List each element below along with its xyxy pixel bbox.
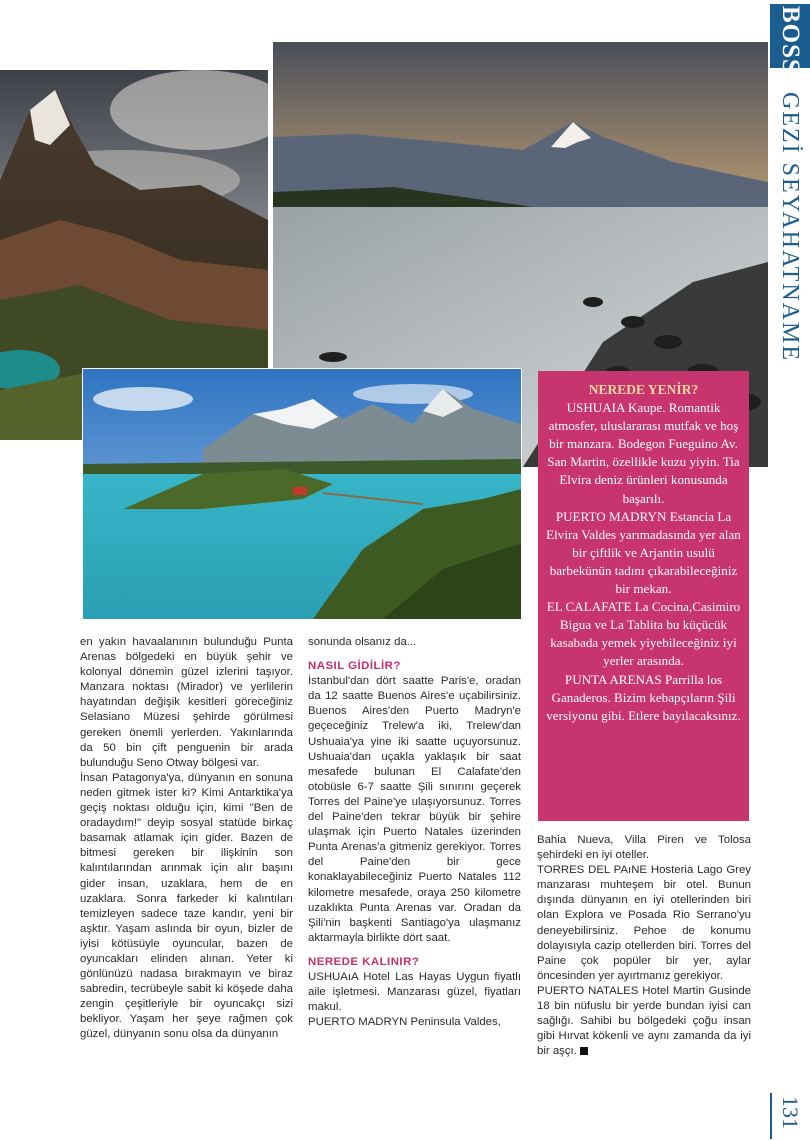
- section-title: GEZİ SEYAHATNAME: [777, 92, 803, 362]
- how-to-get-text: İstanbul'dan dört saatte Paris'e, oradan da 12 saatte Buenos Aires'e uçabilirsiniz. Buenos Aires'den Puerto Madryn'e geçeceğiniz Trelew'a iki, Trelew'dan Ushuaia'ya yine iki saatte uçuyorsunuz. Ushuaia'dan uçakla yaklaşık bir saat mesafede bulunan El Calafate'den otobüsle 6-7 saatte Şili sınırını geçerek Torres del Paine'ye ulaşıyorsunuz. Torres del Paine'den tekrar büyük bir şehire ulaşmak için Puerto Natales üzerinden Punta Arenas'a gitmeniz gerekiyor. Torres del Paine'den bir gece konaklayabileceğiniz Puerto Natales 112 kilometre mesafede, oraya 250 kilometre uzaklıkta Punta Arenas var. Oradan da Şili'nin başkenti Santiago'ya ulaşmanız aktarmayla birlikte dört saat.: [308, 675, 521, 944]
- article-paragraph: [537, 984, 751, 1059]
- turquoise-lake-peninsula-photo: [82, 368, 522, 620]
- article-paragraph: en yakın havaalanının bulunduğu Punta Arenas bölgedeki en büyük şehir ve kolonyal dönemin güzel izlerini taşıyor. Manzara noktası (Mirador) ve yerlilerin hayatından değişik kesitleri göreceğiniz Selasiano Müzesi şehirde görülmesi gereken önemli yerlerden. Yakınlarında da 50 bin çift penguenin bir arada bulunduğu Seno Otway bölgesi var.: [80, 636, 293, 769]
- page-number: 131: [778, 1096, 803, 1129]
- where-to-stay-text: PUERTO MADRYN Peninsula Valdes,: [308, 1016, 501, 1029]
- where-to-stay-heading: NEREDE KALINIR?: [308, 955, 420, 968]
- where-to-eat-heading: NEREDE YENİR?: [588, 382, 699, 397]
- eat-item-puerto-madryn: PUERTO MADRYN Estancia La Elvira Valdes yarımadasında yer alan bir çiftlik ve Arjantin usulü barbekünün tadını çıkarabileceğiniz bir mekan.: [546, 508, 741, 597]
- article-column-1: [80, 635, 293, 1043]
- article-paragraph: İnsan Patagonya'ya, dünyanın en sonuna neden gitmek ister ki? Kimi Antarktika'ya geçiş noktası olduğu için, kimi "Ben de oradaydım!" deyip sosyal statüde birkaç basamak atlamak için gider. Bazen de bitmesi gereken bir ilişkinin son kalıntılarından arınmak için alır başını gider insan, uzaklara, hem de en uzaklara. Sonra farkeder ki kalıntıları temizleyen sadece taze kandır, yeni bir aşktır. Yaşam aslında bir oyun, bizler de iyisi kötüsüyle oyuncular, bazen de oyuncakları elinden alınan. Yeter ki gönlünüzü nadasa bırakmayın ve biraz sabredin, tecrübeyle sabit ki köşede daha zengin çeşitleriyle bir oyuncakçı sizi bekliyor. Yaşam her şeye rağmen çok güzel, dünyanın sonu olsa da dünyanın: [80, 771, 293, 1041]
- article-paragraph-text: PUERTO NATALES Hotel Martin Gusinde 18 bin nüfuslu bir yerde bundan iyisi can sağlığı. Sahibi bu bölgedeki çoğu insan gibi Hırvat kökenli ve aynı zamanda da iyi bir aşçı.: [537, 984, 751, 1058]
- article-paragraph: Bahia Nueva, Villa Piren ve Tolosa şehirdeki en iyi oteller.: [537, 834, 751, 862]
- where-to-stay-text: USHUAıA Hotel Las Hayas Uygun fiyatlı aile işletmesi. Manzarası güzel, fiyatları makul.: [308, 970, 521, 1014]
- article-paragraph: sonunda olsanız da...: [308, 636, 417, 648]
- brand-logo: BOSS: [777, 6, 804, 74]
- where-to-eat-box: [538, 371, 749, 821]
- article-column-2: [308, 635, 521, 1030]
- eat-item-el-calafate: EL CALAFATE La Cocina,Casimiro Bigua ve La Tablita bu küçücük kasabada yemek yiyebileceğiniz iyi yerler arasında.: [546, 599, 741, 669]
- article-paragraph: TORRES DEL PAıNE Hosteria Lago Grey manzarası muhteşem bir otel. Bunun dışında dünyanın en iyi otellerinden biri olan Explora ve Posada Rio Serrano'yu deneyebilirsiniz. Pehoe de konumu dolayısıyla cazip otellerden biri. Torres del Paine çok popüler bir yer, aylar öncesinden yer ayırtmanız gerekiyor.: [537, 864, 751, 982]
- eat-item-ushuaia: USHUAIA Kaupe. Romantik atmosfer, uluslararası mutfak ve hoş bir manzara. Bodegon Fueguino Av. San Martin, özellikle kuzu yiyin. Tia Elvira deniz ürünleri konusunda başarılı.: [547, 400, 740, 506]
- eat-item-punta-arenas: PUNTA ARENAS Parrilla los Ganaderos. Bizim kebapçıların Şili versiyonu gibi. Etlere bayılacaksınız.: [546, 671, 741, 723]
- article-column-3: [537, 833, 751, 1059]
- end-mark-icon: [580, 1047, 588, 1055]
- how-to-get-heading: NASIL GİDİLİR?: [308, 660, 401, 673]
